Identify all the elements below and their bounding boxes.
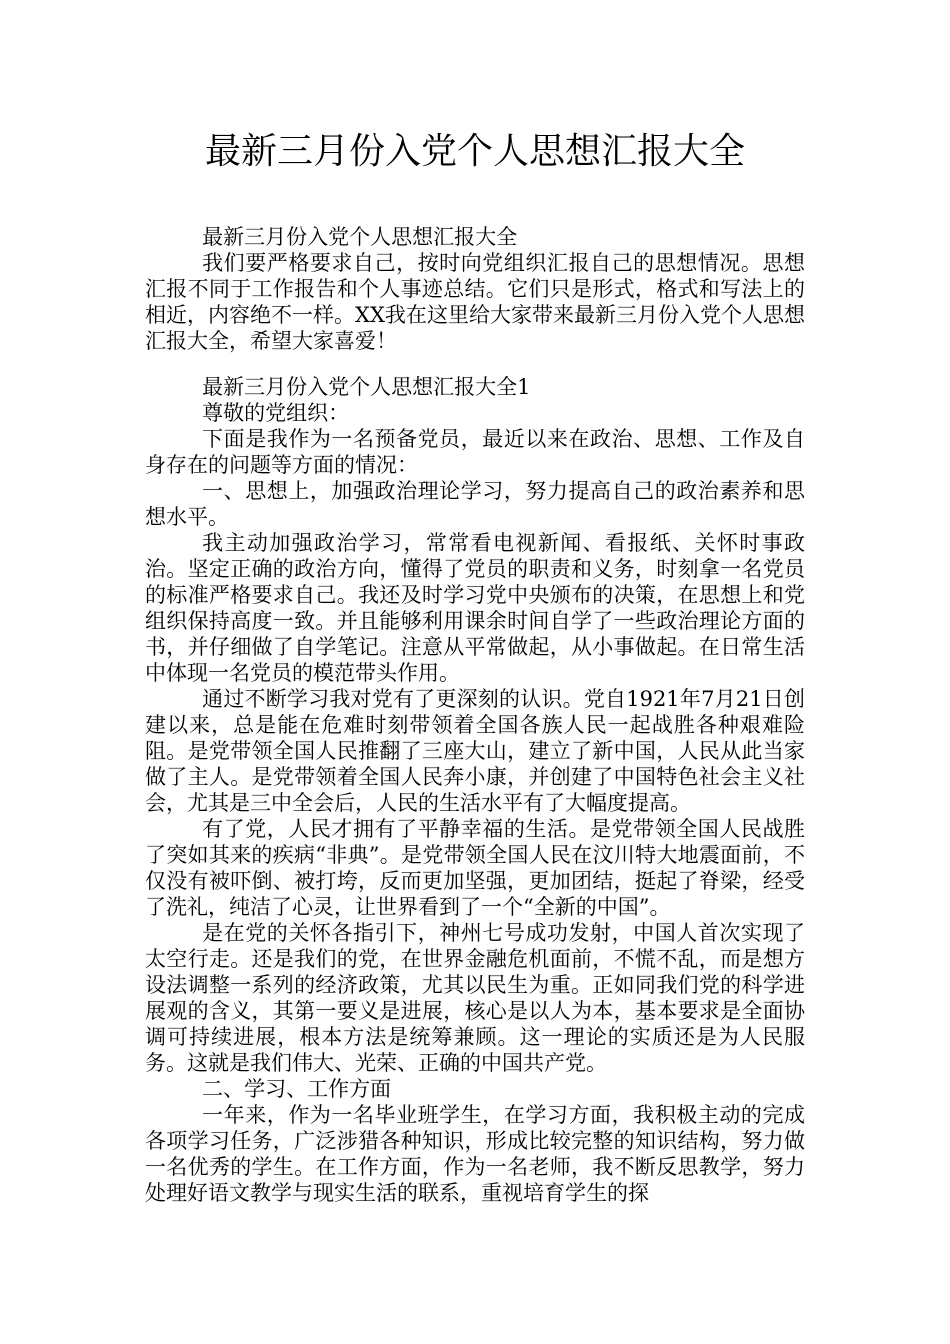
subtitle-paragraph: 最新三月份入党个人思想汇报大全	[202, 225, 518, 249]
document-title: 最新三月份入党个人思想汇报大全	[204, 131, 745, 172]
body-paragraph: 是在党的关怀各指引下，神州七号成功发射，中国人首次实现了太空行走。还是我们的党，在世界金融危机面前，不慌不乱，而是想方设法调整一系列的经济政策，尤其以民生为重。正如同我们党的科学进展观的含义，其第一要义是进展，核心是以人为本，基本要求是全面协调可持续进展，根本方法是统筹兼顾。这一理论的实质还是为人民服务。这就是我们伟大、光荣、正确的中国共产党。	[145, 921, 805, 1075]
document-body	[145, 224, 805, 1206]
salutation: 尊敬的党组织：	[202, 401, 350, 425]
body-paragraph: 有了党，人民才拥有了平静幸福的生活。是党带领全国人民战胜了突如其来的疾病“非典”。是党带领全国人民在汶川特大地震面前，不仅没有被吓倒、被打垮，反而更加坚强，更加团结，挺起了脊梁，经受了洗礼，纯洁了心灵，让世界看到了一个“全新的中国”。	[145, 817, 805, 919]
body-paragraph: 下面是我作为一名预备党员，最近以来在政治、思想、工作及自身存在的问题等方面的情况：	[145, 427, 805, 477]
body-paragraph: 通过不断学习我对党有了更深刻的认识。党自1921年7月21日创建以来，总是能在危难时刻带领着全国各族人民一起战胜各种艰难险阻。是党带领全国人民推翻了三座大山，建立了新中国，人民从此当家做了主人。是党带领着全国人民奔小康，并创建了中国特色社会主义社会，尤其是三中全会后，人民的生活水平有了大幅度提高。	[145, 687, 805, 815]
subsection-heading: 二、学习、工作方面	[202, 1077, 392, 1101]
section-heading: 最新三月份入党个人思想汇报大全1	[202, 375, 531, 399]
body-paragraph: 一年来，作为一名毕业班学生，在学习方面，我积极主动的完成各项学习任务，广泛涉猎各种知识，形成比较完整的知识结构，努力做一名优秀的学生。在工作方面，作为一名老师，我不断反思教学，努力处理好语文教学与现实生活的联系，重视培育学生的探	[145, 1103, 805, 1205]
body-paragraph: 一、思想上，加强政治理论学习，努力提高自己的政治素养和思想水平。	[145, 479, 805, 529]
body-paragraph: 我主动加强政治学习，常常看电视新闻、看报纸、关怀时事政治。坚定正确的政治方向，懂得了党员的职责和义务，时刻拿一名党员的标准严格要求自己。我还及时学习党中央颁布的决策，在思想上和党组织保持高度一致。并且能够利用课余时间自学了一些政治理论方面的书，并仔细做了自学笔记。注意从平常做起，从小事做起。在日常生活中体现一名党员的模范带头作用。	[145, 531, 805, 685]
intro-paragraph: 我们要严格要求自己，按时向党组织汇报自己的思想情况。思想汇报不同于工作报告和个人事迹总结。它们只是形式，格式和写法上的相近，内容绝不一样。XX我在这里给大家带来最新三月份入党个人思想汇报大全，希望大家喜爱！	[145, 251, 805, 353]
